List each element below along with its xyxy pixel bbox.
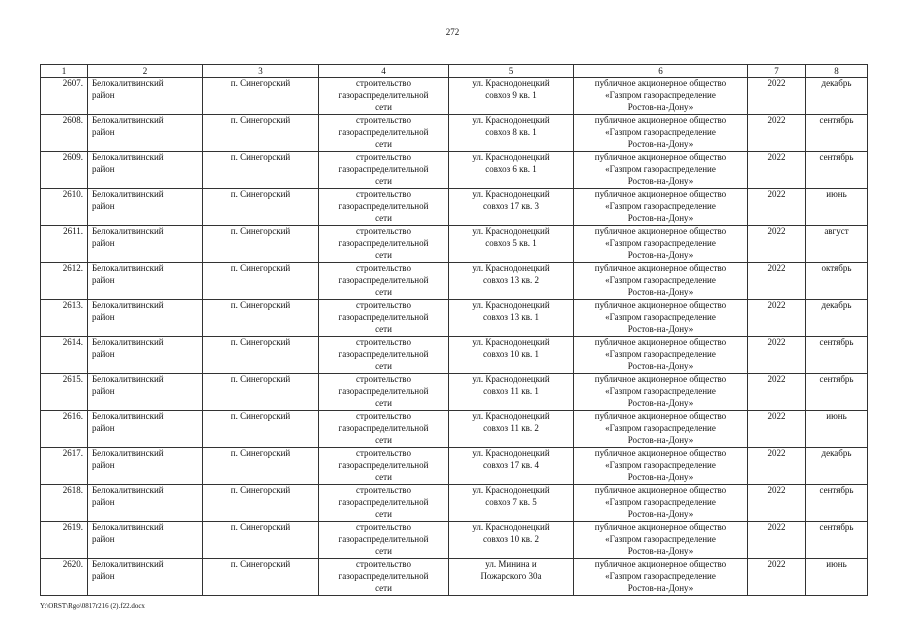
work-type-cell: строительство газораспределительной сети <box>319 152 449 189</box>
work-type-cell: строительство газораспределительной сети <box>319 559 449 596</box>
work-type-cell: строительство газораспределительной сети <box>319 115 449 152</box>
table-row <box>41 411 868 448</box>
locality-cell: п. Синегорский <box>203 300 319 337</box>
district-cell: Белокалитвинский район <box>88 226 203 263</box>
district-cell: Белокалитвинский район <box>88 337 203 374</box>
locality-cell: п. Синегорский <box>203 522 319 559</box>
table-row <box>41 226 868 263</box>
district-cell: Белокалитвинский район <box>88 374 203 411</box>
table-header-row <box>41 65 868 78</box>
address-cell: ул. Краснодонецкий совхоз 9 кв. 1 <box>449 78 574 115</box>
organization-cell: публичное акционерное общество «Газпром газораспределение Ростов-на-Дону» <box>574 337 748 374</box>
page-number: 272 <box>445 27 460 37</box>
organization-cell: публичное акционерное общество «Газпром газораспределение Ростов-на-Дону» <box>574 115 748 152</box>
month-cell: сентябрь <box>806 522 868 559</box>
month-cell: сентябрь <box>806 374 868 411</box>
row-number-cell: 2611. <box>41 226 88 263</box>
year-cell: 2022 <box>748 374 806 411</box>
locality-cell: п. Синегорский <box>203 559 319 596</box>
locality-cell: п. Синегорский <box>203 374 319 411</box>
month-cell: декабрь <box>806 78 868 115</box>
district-cell: Белокалитвинский район <box>88 448 203 485</box>
year-cell: 2022 <box>748 189 806 226</box>
work-type-cell: строительство газораспределительной сети <box>319 522 449 559</box>
table-row <box>41 152 868 189</box>
table-row <box>41 189 868 226</box>
footer-file-path: Y:\ORST\Rgo\0817r216 (2).f22.docx <box>40 602 145 610</box>
year-cell: 2022 <box>748 300 806 337</box>
row-number-cell: 2612. <box>41 263 88 300</box>
organization-cell: публичное акционерное общество «Газпром газораспределение Ростов-на-Дону» <box>574 78 748 115</box>
work-type-cell: строительство газораспределительной сети <box>319 263 449 300</box>
district-cell: Белокалитвинский район <box>88 115 203 152</box>
column-header: 3 <box>203 65 319 78</box>
organization-cell: публичное акционерное общество «Газпром газораспределение Ростов-на-Дону» <box>574 263 748 300</box>
row-number-cell: 2619. <box>41 522 88 559</box>
month-cell: июнь <box>806 559 868 596</box>
work-type-cell: строительство газораспределительной сети <box>319 337 449 374</box>
month-cell: декабрь <box>806 448 868 485</box>
year-cell: 2022 <box>748 411 806 448</box>
address-cell: ул. Минина и Пожарского 30а <box>449 559 574 596</box>
locality-cell: п. Синегорский <box>203 411 319 448</box>
row-number-cell: 2613. <box>41 300 88 337</box>
address-cell: ул. Краснодонецкий совхоз 17 кв. 3 <box>449 189 574 226</box>
column-header: 5 <box>449 65 574 78</box>
district-cell: Белокалитвинский район <box>88 300 203 337</box>
table-row <box>41 78 868 115</box>
organization-cell: публичное акционерное общество «Газпром газораспределение Ростов-на-Дону» <box>574 559 748 596</box>
table-row <box>41 337 868 374</box>
address-cell: ул. Краснодонецкий совхоз 10 кв. 2 <box>449 522 574 559</box>
month-cell: июнь <box>806 189 868 226</box>
address-cell: ул. Краснодонецкий совхоз 13 кв. 1 <box>449 300 574 337</box>
address-cell: ул. Краснодонецкий совхоз 10 кв. 1 <box>449 337 574 374</box>
month-cell: июнь <box>806 411 868 448</box>
table-row <box>41 263 868 300</box>
locality-cell: п. Синегорский <box>203 485 319 522</box>
address-cell: ул. Краснодонецкий совхоз 5 кв. 1 <box>449 226 574 263</box>
month-cell: сентябрь <box>806 337 868 374</box>
row-number-cell: 2618. <box>41 485 88 522</box>
month-cell: сентябрь <box>806 152 868 189</box>
locality-cell: п. Синегорский <box>203 337 319 374</box>
locality-cell: п. Синегорский <box>203 189 319 226</box>
row-number-cell: 2614. <box>41 337 88 374</box>
district-cell: Белокалитвинский район <box>88 152 203 189</box>
address-cell: ул. Краснодонецкий совхоз 8 кв. 1 <box>449 115 574 152</box>
organization-cell: публичное акционерное общество «Газпром газораспределение Ростов-на-Дону» <box>574 448 748 485</box>
work-type-cell: строительство газораспределительной сети <box>319 411 449 448</box>
column-header: 6 <box>574 65 748 78</box>
month-cell: сентябрь <box>806 485 868 522</box>
work-type-cell: строительство газораспределительной сети <box>319 226 449 263</box>
column-header: 4 <box>319 65 449 78</box>
year-cell: 2022 <box>748 78 806 115</box>
column-header: 1 <box>41 65 88 78</box>
work-type-cell: строительство газораспределительной сети <box>319 485 449 522</box>
year-cell: 2022 <box>748 448 806 485</box>
organization-cell: публичное акционерное общество «Газпром газораспределение Ростов-на-Дону» <box>574 411 748 448</box>
month-cell: сентябрь <box>806 115 868 152</box>
address-cell: ул. Краснодонецкий совхоз 13 кв. 2 <box>449 263 574 300</box>
address-cell: ул. Краснодонецкий совхоз 6 кв. 1 <box>449 152 574 189</box>
year-cell: 2022 <box>748 152 806 189</box>
year-cell: 2022 <box>748 559 806 596</box>
address-cell: ул. Краснодонецкий совхоз 17 кв. 4 <box>449 448 574 485</box>
row-number-cell: 2617. <box>41 448 88 485</box>
address-cell: ул. Краснодонецкий совхоз 11 кв. 2 <box>449 411 574 448</box>
year-cell: 2022 <box>748 115 806 152</box>
work-type-cell: строительство газораспределительной сети <box>319 448 449 485</box>
district-cell: Белокалитвинский район <box>88 189 203 226</box>
month-cell: август <box>806 226 868 263</box>
table-row <box>41 115 868 152</box>
row-number-cell: 2607. <box>41 78 88 115</box>
organization-cell: публичное акционерное общество «Газпром газораспределение Ростов-на-Дону» <box>574 152 748 189</box>
locality-cell: п. Синегорский <box>203 78 319 115</box>
locality-cell: п. Синегорский <box>203 263 319 300</box>
district-cell: Белокалитвинский район <box>88 485 203 522</box>
address-cell: ул. Краснодонецкий совхоз 11 кв. 1 <box>449 374 574 411</box>
district-cell: Белокалитвинский район <box>88 522 203 559</box>
table-row <box>41 374 868 411</box>
work-type-cell: строительство газораспределительной сети <box>319 78 449 115</box>
column-header: 2 <box>88 65 203 78</box>
row-number-cell: 2616. <box>41 411 88 448</box>
organization-cell: публичное акционерное общество «Газпром газораспределение Ростов-на-Дону» <box>574 189 748 226</box>
month-cell: декабрь <box>806 300 868 337</box>
work-type-cell: строительство газораспределительной сети <box>319 300 449 337</box>
district-cell: Белокалитвинский район <box>88 559 203 596</box>
organization-cell: публичное акционерное общество «Газпром газораспределение Ростов-на-Дону» <box>574 485 748 522</box>
work-type-cell: строительство газораспределительной сети <box>319 189 449 226</box>
locality-cell: п. Синегорский <box>203 115 319 152</box>
address-cell: ул. Краснодонецкий совхоз 7 кв. 5 <box>449 485 574 522</box>
year-cell: 2022 <box>748 226 806 263</box>
organization-cell: публичное акционерное общество «Газпром газораспределение Ростов-на-Дону» <box>574 522 748 559</box>
column-header: 7 <box>748 65 806 78</box>
table-row <box>41 559 868 596</box>
organization-cell: публичное акционерное общество «Газпром газораспределение Ростов-на-Дону» <box>574 374 748 411</box>
locality-cell: п. Синегорский <box>203 152 319 189</box>
district-cell: Белокалитвинский район <box>88 263 203 300</box>
table-body <box>41 78 868 596</box>
year-cell: 2022 <box>748 522 806 559</box>
organization-cell: публичное акционерное общество «Газпром газораспределение Ростов-на-Дону» <box>574 226 748 263</box>
table-row <box>41 448 868 485</box>
month-cell: октябрь <box>806 263 868 300</box>
locality-cell: п. Синегорский <box>203 226 319 263</box>
table-row <box>41 485 868 522</box>
registry-table <box>40 64 868 596</box>
organization-cell: публичное акционерное общество «Газпром газораспределение Ростов-на-Дону» <box>574 300 748 337</box>
district-cell: Белокалитвинский район <box>88 411 203 448</box>
year-cell: 2022 <box>748 485 806 522</box>
year-cell: 2022 <box>748 263 806 300</box>
row-number-cell: 2620. <box>41 559 88 596</box>
year-cell: 2022 <box>748 337 806 374</box>
district-cell: Белокалитвинский район <box>88 78 203 115</box>
locality-cell: п. Синегорский <box>203 448 319 485</box>
table-row <box>41 522 868 559</box>
row-number-cell: 2608. <box>41 115 88 152</box>
table-row <box>41 300 868 337</box>
row-number-cell: 2610. <box>41 189 88 226</box>
work-type-cell: строительство газораспределительной сети <box>319 374 449 411</box>
row-number-cell: 2609. <box>41 152 88 189</box>
row-number-cell: 2615. <box>41 374 88 411</box>
column-header: 8 <box>806 65 868 78</box>
